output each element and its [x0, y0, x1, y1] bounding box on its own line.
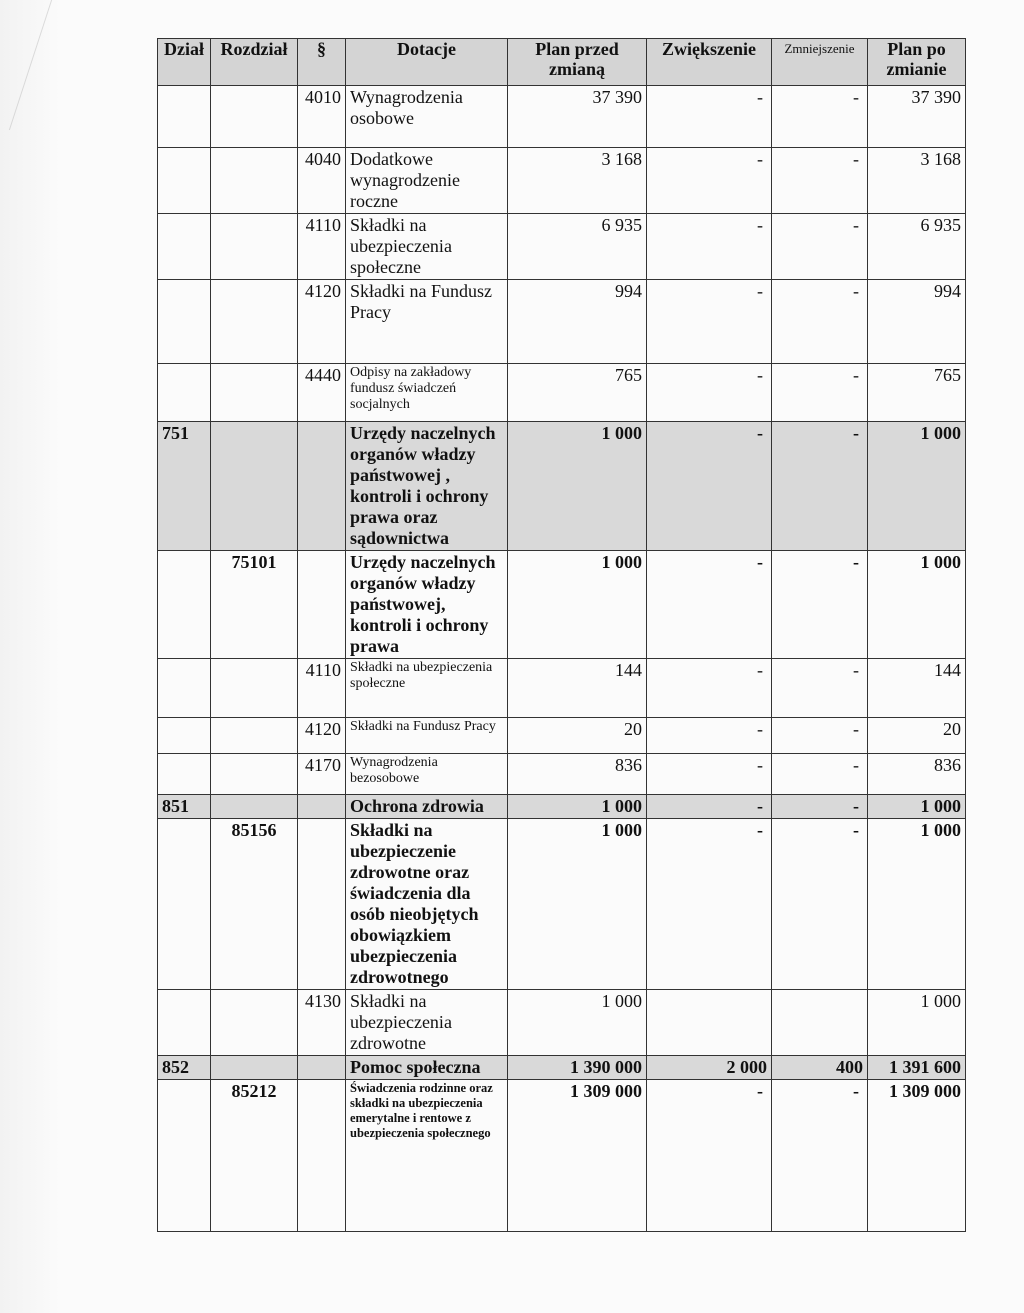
cell-rozdzial: 75101	[211, 551, 298, 659]
table-row	[158, 86, 966, 148]
cell-name: Składki na ubezpieczenia zdrowotne	[346, 990, 508, 1056]
cell-plan-po: 3 168	[868, 148, 966, 214]
cell-plan-po: 994	[868, 280, 966, 364]
cell-plan-po: 1 000	[868, 551, 966, 659]
cell-dzial	[158, 148, 211, 214]
cell-name: Odpisy na zakładowy fundusz świadczeń socjalnych	[346, 364, 508, 422]
cell-zmniejszenie: -	[772, 280, 868, 364]
cell-plan-po: 1 309 000	[868, 1080, 966, 1232]
cell-rozdzial	[211, 148, 298, 214]
table-row	[158, 214, 966, 280]
cell-name: Składki na ubezpieczenia społeczne	[346, 214, 508, 280]
dzial-row-852	[158, 1056, 966, 1080]
cell-plan-po: 1 000	[868, 422, 966, 551]
cell-zwiekszenie: 2 000	[647, 1056, 772, 1080]
cell-dzial	[158, 754, 211, 795]
cell-name: Urzędy naczelnych organów władzy państwowej, kontroli i ochrony prawa	[346, 551, 508, 659]
cell-plan-przed: 1 000	[508, 551, 647, 659]
cell-plan-przed: 37 390	[508, 86, 647, 148]
cell-zmniejszenie: -	[772, 819, 868, 990]
table-row	[158, 990, 966, 1056]
cell-plan-po: 1 000	[868, 990, 966, 1056]
cell-zwiekszenie: -	[647, 1080, 772, 1232]
cell-zwiekszenie: -	[647, 148, 772, 214]
cell-zmniejszenie: -	[772, 214, 868, 280]
cell-dzial	[158, 1080, 211, 1232]
cell-plan-przed: 3 168	[508, 148, 647, 214]
cell-paragraf: 4120	[298, 280, 346, 364]
cell-rozdzial	[211, 422, 298, 551]
table-row	[158, 148, 966, 214]
cell-zmniejszenie: -	[772, 551, 868, 659]
cell-paragraf	[298, 1080, 346, 1232]
cell-name: Urzędy naczelnych organów władzy państwowej , kontroli i ochrony prawa oraz sądownictwa	[346, 422, 508, 551]
cell-rozdzial	[211, 364, 298, 422]
cell-dzial	[158, 819, 211, 990]
cell-zmniejszenie: -	[772, 1080, 868, 1232]
cell-paragraf: 4010	[298, 86, 346, 148]
cell-dzial: 751	[158, 422, 211, 551]
cell-plan-po: 1 000	[868, 795, 966, 819]
cell-dzial	[158, 551, 211, 659]
cell-name: Wynagrodzenia bezosobowe	[346, 754, 508, 795]
header-paragraf: §	[298, 39, 346, 86]
header-row	[158, 39, 966, 86]
cell-name: Składki na Fundusz Pracy	[346, 718, 508, 754]
table-row	[158, 364, 966, 422]
header-dzial: Dział	[158, 39, 211, 86]
dzial-row-751	[158, 422, 966, 551]
rozdzial-row-85156	[158, 819, 966, 990]
header-plan-po: Plan po zmianie	[868, 39, 966, 86]
cell-paragraf: 4110	[298, 659, 346, 718]
cell-plan-przed: 1 390 000	[508, 1056, 647, 1080]
cell-zwiekszenie: -	[647, 819, 772, 990]
rozdzial-row-85212	[158, 1080, 966, 1232]
cell-zmniejszenie: -	[772, 364, 868, 422]
cell-plan-przed: 6 935	[508, 214, 647, 280]
cell-rozdzial	[211, 795, 298, 819]
cell-plan-przed: 1 309 000	[508, 1080, 647, 1232]
cell-zwiekszenie: -	[647, 280, 772, 364]
cell-zmniejszenie: -	[772, 148, 868, 214]
cell-zwiekszenie: -	[647, 214, 772, 280]
cell-rozdzial: 85156	[211, 819, 298, 990]
cell-plan-przed: 1 000	[508, 990, 647, 1056]
cell-paragraf	[298, 1056, 346, 1080]
cell-rozdzial	[211, 86, 298, 148]
header-rozdzial: Rozdział	[211, 39, 298, 86]
cell-dzial	[158, 364, 211, 422]
cell-name: Składki na ubezpieczenie zdrowotne oraz świadczenia dla osób nieobjętych obowiązkiem ubezpieczenia zdrowotnego	[346, 819, 508, 990]
cell-dzial	[158, 86, 211, 148]
cell-zwiekszenie: -	[647, 364, 772, 422]
cell-dzial: 851	[158, 795, 211, 819]
cell-paragraf	[298, 422, 346, 551]
cell-plan-przed: 765	[508, 364, 647, 422]
cell-plan-po: 144	[868, 659, 966, 718]
cell-paragraf	[298, 819, 346, 990]
cell-plan-po: 836	[868, 754, 966, 795]
cell-plan-przed: 1 000	[508, 795, 647, 819]
cell-zwiekszenie: -	[647, 86, 772, 148]
cell-plan-po: 20	[868, 718, 966, 754]
cell-zwiekszenie: -	[647, 659, 772, 718]
cell-zmniejszenie: -	[772, 718, 868, 754]
cell-paragraf: 4170	[298, 754, 346, 795]
cell-zmniejszenie: 400	[772, 1056, 868, 1080]
cell-paragraf: 4130	[298, 990, 346, 1056]
cell-plan-po: 6 935	[868, 214, 966, 280]
cell-zwiekszenie: -	[647, 551, 772, 659]
cell-paragraf: 4120	[298, 718, 346, 754]
cell-paragraf: 4110	[298, 214, 346, 280]
rozdzial-row-75101	[158, 551, 966, 659]
cell-dzial: 852	[158, 1056, 211, 1080]
cell-rozdzial	[211, 1056, 298, 1080]
cell-plan-przed: 836	[508, 754, 647, 795]
dzial-row-851	[158, 795, 966, 819]
cell-plan-po: 765	[868, 364, 966, 422]
cell-rozdzial	[211, 659, 298, 718]
cell-dzial	[158, 214, 211, 280]
header-plan-przed: Plan przed zmianą	[508, 39, 647, 86]
cell-plan-po: 1 000	[868, 819, 966, 990]
cell-plan-przed: 994	[508, 280, 647, 364]
cell-rozdzial	[211, 754, 298, 795]
table-row	[158, 754, 966, 795]
cell-plan-przed: 1 000	[508, 422, 647, 551]
cell-rozdzial	[211, 214, 298, 280]
cell-rozdzial: 85212	[211, 1080, 298, 1232]
cell-dzial	[158, 659, 211, 718]
cell-zmniejszenie: -	[772, 659, 868, 718]
cell-rozdzial	[211, 990, 298, 1056]
cell-plan-przed: 144	[508, 659, 647, 718]
cell-zwiekszenie: -	[647, 718, 772, 754]
header-zwiekszenie: Zwiększenie	[647, 39, 772, 86]
cell-zwiekszenie: -	[647, 754, 772, 795]
cell-paragraf	[298, 551, 346, 659]
table-row	[158, 659, 966, 718]
cell-rozdzial	[211, 280, 298, 364]
cell-zwiekszenie	[647, 990, 772, 1056]
cell-name: Świadczenia rodzinne oraz składki na ubezpieczenia emerytalne i rentowe z ubezpieczenia społecznego	[346, 1080, 508, 1232]
scan-margin	[0, 0, 60, 1313]
cell-rozdzial	[211, 718, 298, 754]
cell-zmniejszenie	[772, 990, 868, 1056]
cell-zmniejszenie: -	[772, 795, 868, 819]
cell-zwiekszenie: -	[647, 795, 772, 819]
cell-plan-przed: 1 000	[508, 819, 647, 990]
cell-zmniejszenie: -	[772, 754, 868, 795]
cell-name: Ochrona zdrowia	[346, 795, 508, 819]
cell-paragraf: 4440	[298, 364, 346, 422]
cell-plan-po: 1 391 600	[868, 1056, 966, 1080]
cell-paragraf: 4040	[298, 148, 346, 214]
cell-plan-po: 37 390	[868, 86, 966, 148]
cell-paragraf	[298, 795, 346, 819]
cell-dzial	[158, 990, 211, 1056]
budget-table	[157, 38, 966, 1232]
cell-dzial	[158, 280, 211, 364]
cell-name: Dodatkowe wynagrodzenie roczne	[346, 148, 508, 214]
table-row	[158, 718, 966, 754]
cell-name: Wynagrodzenia osobowe	[346, 86, 508, 148]
cell-zmniejszenie: -	[772, 86, 868, 148]
cell-zwiekszenie: -	[647, 422, 772, 551]
table-row	[158, 280, 966, 364]
cell-dzial	[158, 718, 211, 754]
header-dotacje: Dotacje	[346, 39, 508, 86]
header-zmniejszenie: Zmniejszenie	[772, 39, 868, 86]
cell-name: Pomoc społeczna	[346, 1056, 508, 1080]
cell-name: Składki na Fundusz Pracy	[346, 280, 508, 364]
cell-zmniejszenie: -	[772, 422, 868, 551]
cell-name: Składki na ubezpieczenia społeczne	[346, 659, 508, 718]
cell-plan-przed: 20	[508, 718, 647, 754]
